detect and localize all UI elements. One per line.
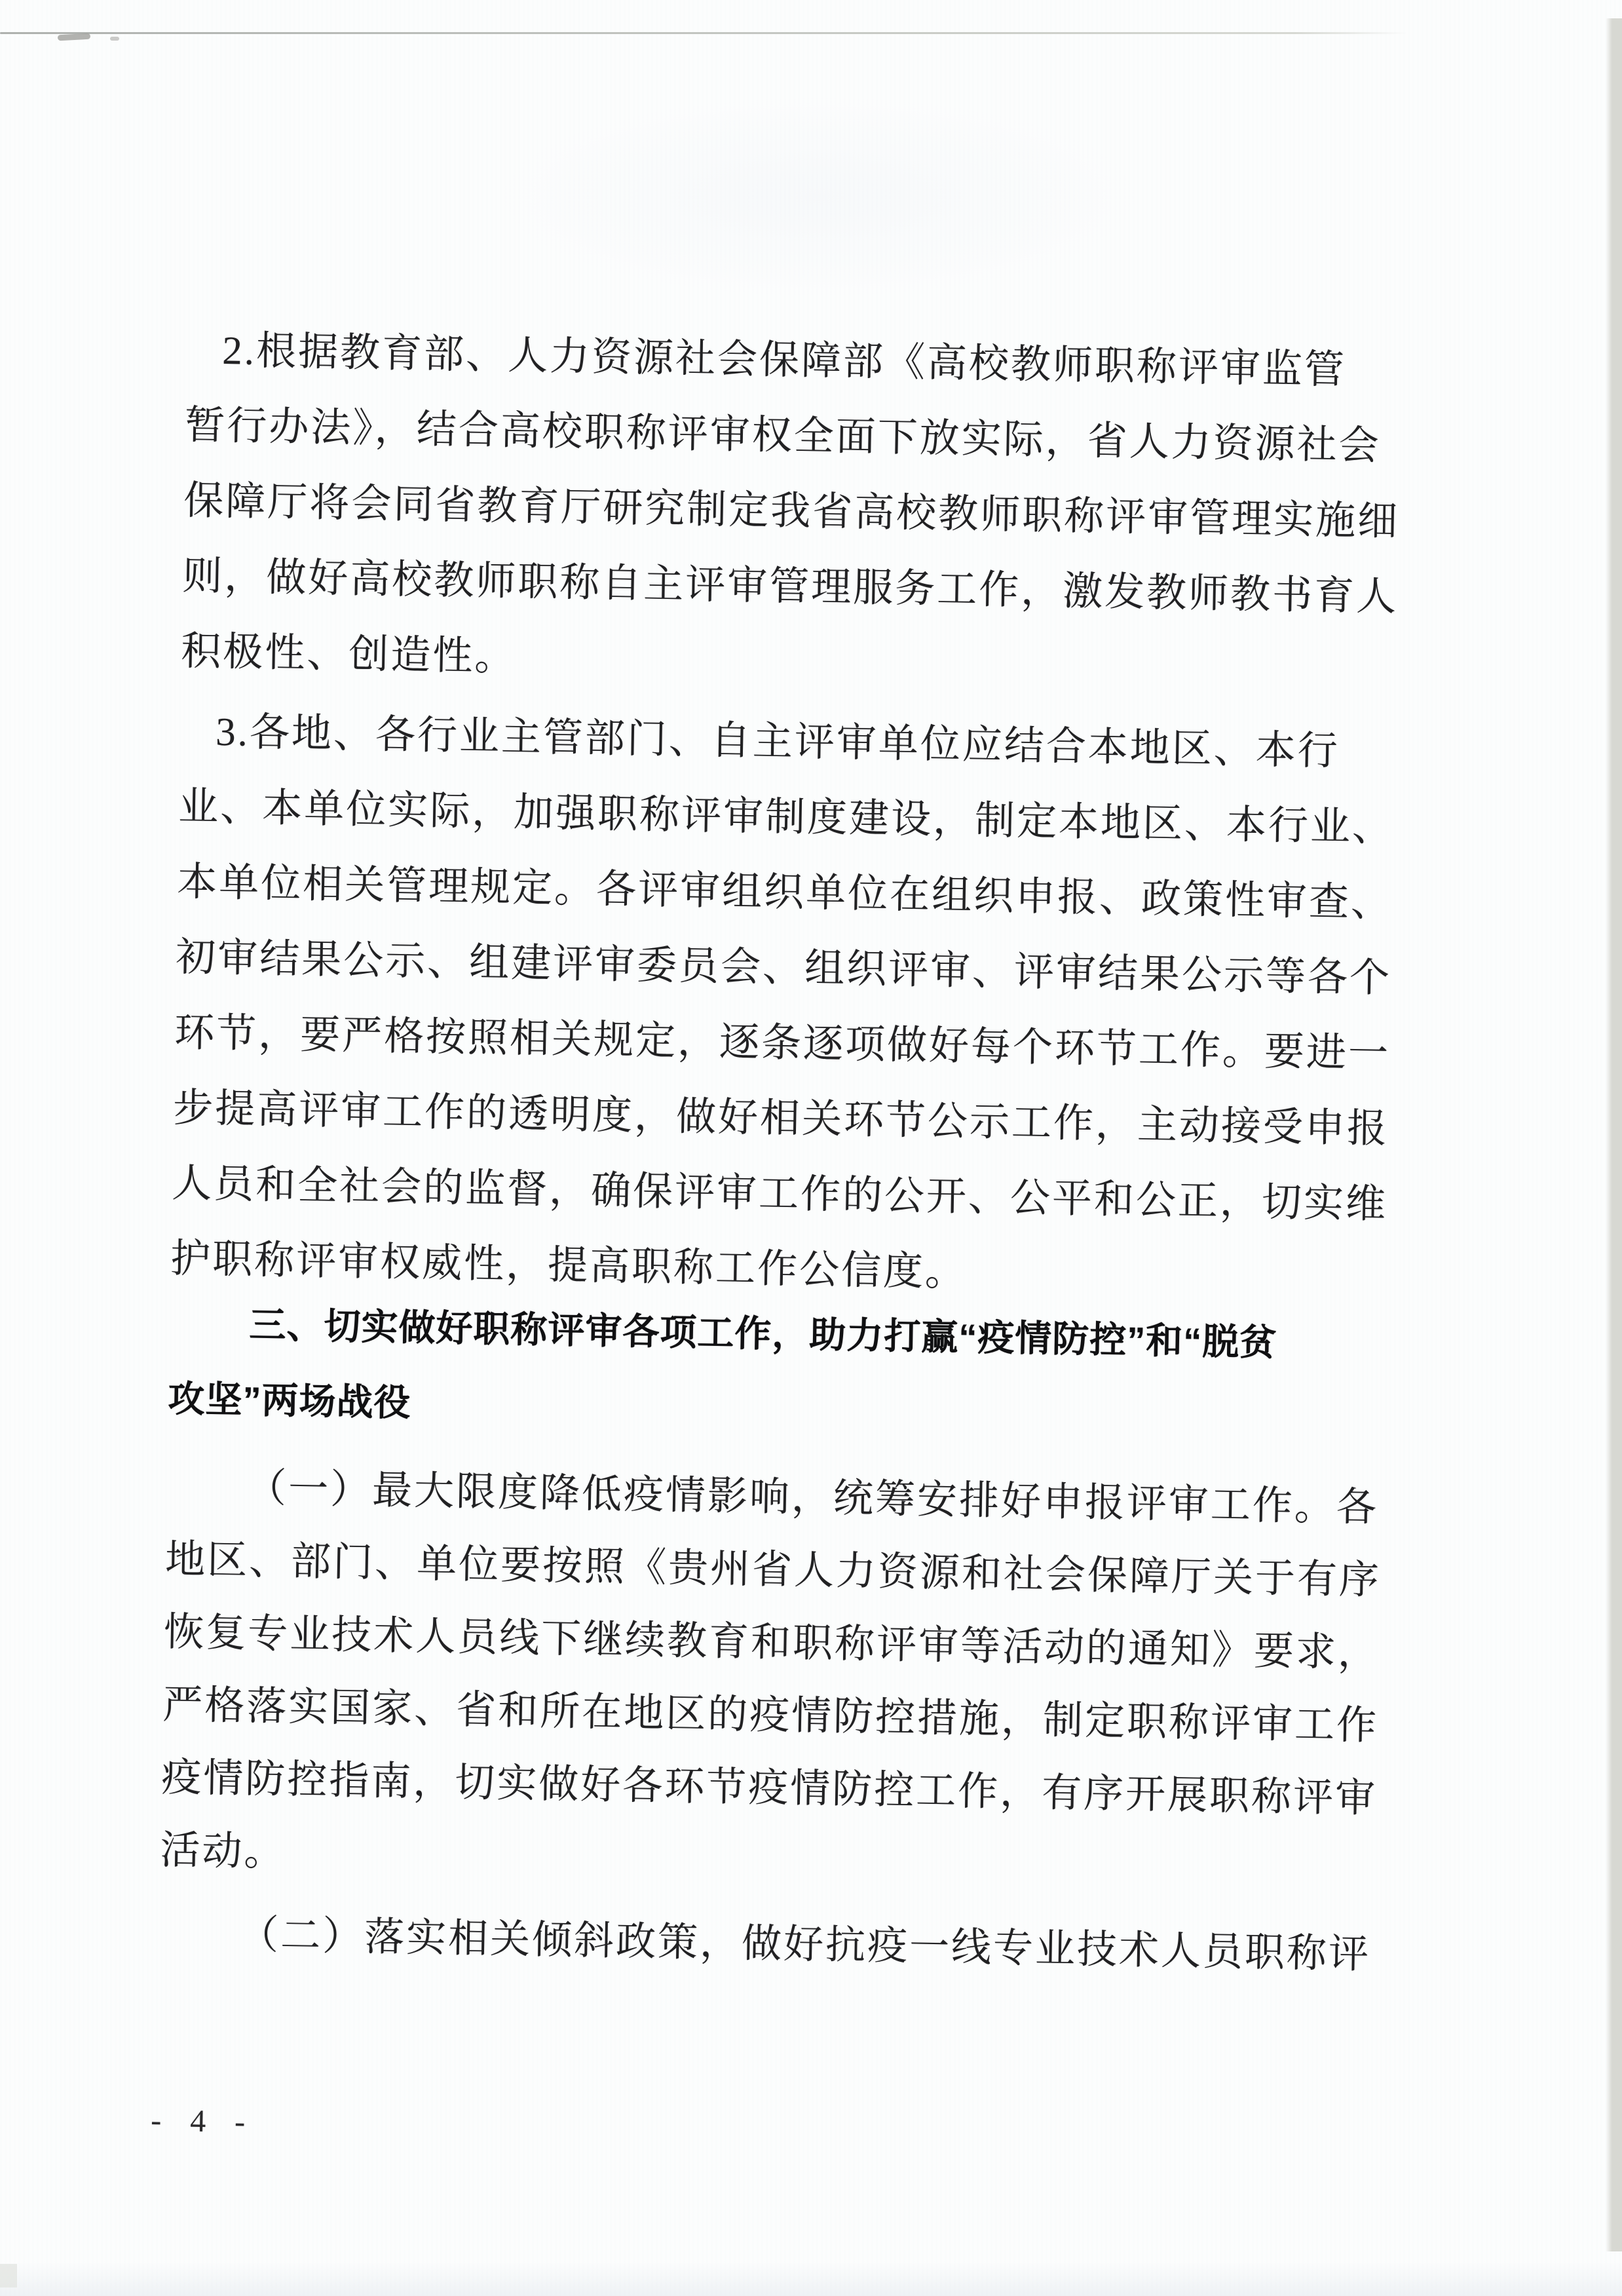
page-number: - 4 - [150,2103,256,2140]
document-line: 人员和全社会的监督，确保评审工作的公开、公平和公正，切实维 [171,1161,1388,1227]
document-line: 本单位相关管理规定。各评审组织单位在组织申报、政策性审查、 [176,860,1393,926]
document-line: 严格落实国家、省和所在地区的疫情防控措施，制定职称评审工作 [162,1683,1379,1749]
paragraph-section3-item2 [158,1896,1371,1993]
document-line: 活动。 [159,1828,286,1875]
document-line: 保障厅将会同省教育厅研究制定我省高校教师职称评审管理实施细 [183,479,1400,545]
document-line: 初审结果公示、组建评审委员会、组织评审、评审结果公示等各个 [175,935,1392,1001]
document-line: 则，做好高校教师职称自主评审管理服务工作，激发教师教书育人 [181,554,1399,620]
document-line: 护职称评审权威性，提高职称工作公信度。 [170,1236,968,1295]
document-line: （二）落实相关倾斜政策，做好抗疫一线专业技术人员职称评 [238,1913,1371,1977]
document-line: 2.根据教育部、人力资源社会保障部《高校教师职称评审监管 [221,328,1347,392]
paragraph-section3-item1 [159,1451,1382,1908]
document-line: 业、本单位实际，加强职称评审制度建设，制定本地区、本行业、 [178,784,1395,851]
section-heading-line: 攻坚”两场战役 [167,1377,411,1424]
document-line: 地区、部门、单位要按照《贵州省人力资源和社会保障厅关于有序 [164,1537,1382,1603]
document-line: 疫情防控指南，切实做好各环节疫情防控工作，有序开展职称评审 [160,1755,1378,1822]
paragraph-3 [170,694,1396,1318]
document-line: 暂行办法》，结合高校职称评审权全面下放实际，省人力资源社会 [184,404,1382,469]
document-line: （一）最大限度降低疫情影响，统筹安排好申报评审工作。各 [246,1466,1379,1531]
document-line: 3.各地、各行业主管部门、自主评审单位应结合本地区、本行 [215,710,1340,774]
document-line: 环节，要严格按照相关规定，逐条逐项做好每个环节工作。要进一 [174,1010,1391,1077]
document-line: 恢复专业技术人员线下继续教育和职称评审等活动的通知》要求， [163,1610,1380,1676]
document-line: 步提高评审工作的透明度，做好相关环节公示工作，主动接受申报 [172,1086,1389,1152]
section-three-heading [167,1286,1277,1455]
section-heading-line: 三、切实做好职称评审各项工作，助力打赢“疫情防控”和“脱贫 [248,1303,1277,1364]
document-line: 积极性、创造性。 [180,629,517,679]
paragraph-2 [180,313,1403,710]
